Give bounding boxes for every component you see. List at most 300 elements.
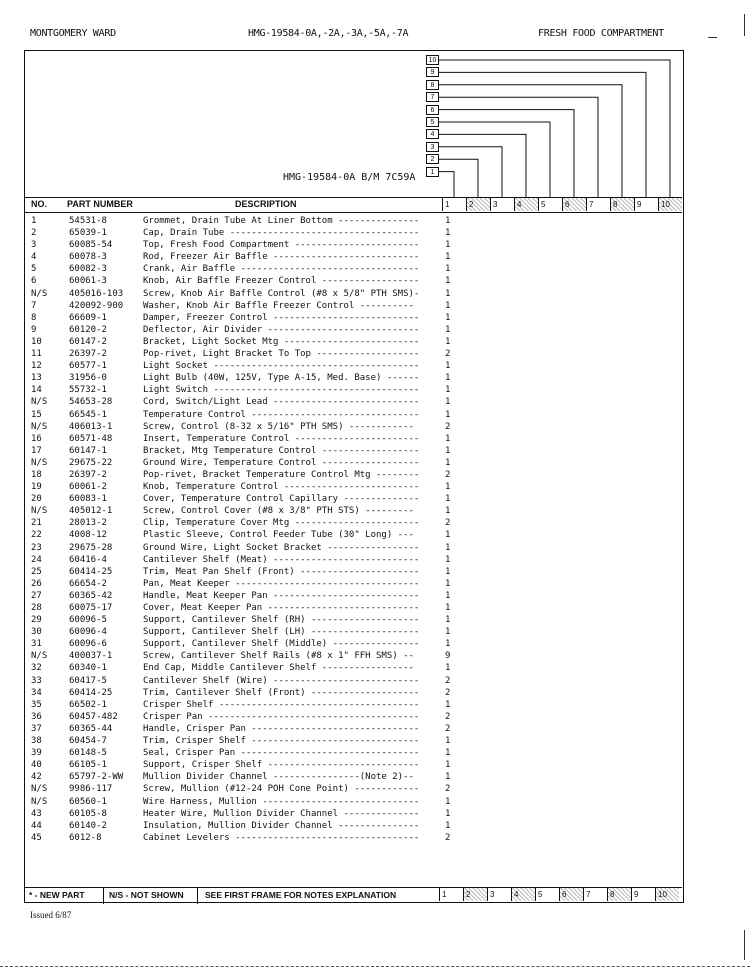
issued-date: Issued 6/87 bbox=[30, 910, 72, 920]
col-header-no: NO. bbox=[31, 199, 48, 209]
row-number: 23 bbox=[31, 542, 42, 553]
quantity: 1 bbox=[445, 312, 451, 323]
part-number: 60061-3 bbox=[69, 276, 107, 287]
row-number: 14 bbox=[31, 385, 42, 396]
description: Crisper Shelf ------------------------------------- bbox=[143, 699, 420, 710]
page-edge-mark bbox=[744, 14, 745, 36]
table-row bbox=[25, 517, 451, 529]
quantity: 1 bbox=[445, 445, 451, 456]
header-column-7: 7 bbox=[586, 198, 610, 211]
description: Knob, Temperature Control ------------------------- bbox=[143, 482, 420, 493]
part-number: 60105-8 bbox=[69, 808, 107, 819]
table-row bbox=[25, 336, 451, 348]
quantity: 2 bbox=[445, 675, 451, 686]
part-number: 60140-2 bbox=[69, 820, 107, 831]
part-number: 60417-5 bbox=[69, 675, 107, 686]
table-row bbox=[25, 227, 451, 239]
row-number: 1 bbox=[31, 216, 37, 226]
table-row bbox=[25, 396, 451, 408]
description: Screw, Mullion (#12-24 POH Cone Point) ------------ bbox=[143, 784, 420, 795]
table-row bbox=[25, 638, 451, 650]
header-column-4: 4 bbox=[514, 198, 538, 211]
quantity: 1 bbox=[445, 336, 451, 347]
part-number: 54653-28 bbox=[69, 397, 113, 408]
quantity: 1 bbox=[445, 578, 451, 589]
quantity: 1 bbox=[445, 409, 451, 420]
row-number: 44 bbox=[31, 820, 42, 831]
quantity: 1 bbox=[445, 385, 451, 396]
parts-frame bbox=[24, 50, 684, 903]
part-number: 60414-25 bbox=[69, 566, 113, 577]
header-column-6: 6 bbox=[562, 198, 586, 211]
table-row bbox=[25, 578, 451, 590]
description: Plastic Sleeve, Control Feeder Tube (30" Long) --- bbox=[143, 530, 414, 541]
part-number: 60147-1 bbox=[69, 445, 107, 456]
table-row bbox=[25, 263, 451, 275]
footer-column-5: 5 bbox=[535, 888, 559, 901]
row-number: 31 bbox=[31, 639, 42, 650]
description: Crisper Pan --------------------------------------- bbox=[143, 711, 420, 722]
quantity: 1 bbox=[445, 252, 451, 263]
row-number: 39 bbox=[31, 748, 42, 759]
row-number: 5 bbox=[31, 264, 37, 275]
table-row bbox=[25, 312, 451, 324]
table-row bbox=[25, 409, 451, 421]
quantity: 1 bbox=[445, 482, 451, 493]
diagram-label-box: 2 bbox=[426, 154, 439, 164]
table-row bbox=[25, 445, 451, 457]
part-number: 31956-0 bbox=[69, 373, 107, 384]
part-number: 55732-1 bbox=[69, 385, 107, 396]
table-row bbox=[25, 300, 451, 312]
description: Cabinet Levelers ---------------------------------- bbox=[143, 832, 420, 843]
part-number: 60148-5 bbox=[69, 748, 107, 759]
diagram-label-box: 6 bbox=[426, 105, 439, 115]
row-number: 24 bbox=[31, 554, 42, 565]
quantity: 1 bbox=[445, 808, 451, 819]
row-number: 33 bbox=[31, 675, 42, 686]
row-number: 10 bbox=[31, 336, 42, 347]
part-number: 405012-1 bbox=[69, 506, 113, 517]
quantity: 2 bbox=[445, 421, 451, 432]
part-number: 66502-1 bbox=[69, 699, 107, 710]
description: Grommet, Drain Tube At Liner Bottom --------------- bbox=[143, 216, 420, 226]
part-number: 60078-3 bbox=[69, 252, 107, 263]
column-key-diagram bbox=[25, 51, 682, 198]
quantity: 1 bbox=[445, 228, 451, 239]
quantity: 1 bbox=[445, 276, 451, 287]
diagram-label-box: 1 bbox=[426, 167, 439, 177]
part-number: 60414-25 bbox=[69, 687, 113, 698]
part-number: 60457-482 bbox=[69, 711, 118, 722]
table-row bbox=[25, 215, 451, 227]
row-number: 4 bbox=[31, 252, 37, 263]
table-row bbox=[25, 808, 451, 820]
part-number: 60571-48 bbox=[69, 433, 113, 444]
description: Bracket, Light Socket Mtg ------------------------- bbox=[143, 336, 420, 347]
description: Support, Crisper Shelf ---------------------------- bbox=[143, 760, 420, 771]
description: Clip, Temperature Cover Mtg ----------------------- bbox=[143, 518, 420, 529]
row-number: 40 bbox=[31, 760, 42, 771]
row-number: N/S bbox=[31, 421, 48, 432]
quantity: 1 bbox=[445, 542, 451, 553]
part-number: 400037-1 bbox=[69, 651, 113, 662]
part-number: 66609-1 bbox=[69, 312, 107, 323]
leader-line bbox=[439, 159, 478, 197]
description: Damper, Freezer Control --------------------------- bbox=[143, 312, 420, 323]
diagram-label-box: 4 bbox=[426, 129, 439, 139]
quantity: 1 bbox=[445, 590, 451, 601]
part-number: 60061-2 bbox=[69, 482, 107, 493]
row-number: 36 bbox=[31, 711, 42, 722]
quantity: 1 bbox=[445, 603, 451, 613]
description: Support, Cantilever Shelf (Middle) ---------------- bbox=[143, 639, 420, 650]
description: Washer, Knob Air Baffle Freezer Control ---------- bbox=[143, 300, 414, 311]
description: Cover, Temperature Control Capillary -------------- bbox=[143, 494, 420, 505]
description: Light Socket -------------------------------------- bbox=[143, 361, 420, 372]
description: Ground Wire, Temperature Control ------------------ bbox=[143, 457, 420, 468]
row-number: 15 bbox=[31, 409, 42, 420]
description: Ground Wire, Light Socket Bracket ----------------- bbox=[143, 542, 420, 553]
row-number: 30 bbox=[31, 627, 42, 638]
quantity: 1 bbox=[445, 433, 451, 444]
row-number: 13 bbox=[31, 373, 42, 384]
section-header: FRESH FOOD COMPARTMENT bbox=[538, 28, 664, 39]
table-row bbox=[25, 566, 451, 578]
quantity: 2 bbox=[445, 349, 451, 360]
header-column-10: 10 bbox=[658, 198, 682, 211]
quantity: 1 bbox=[445, 760, 451, 771]
col-header-part: PART NUMBER bbox=[67, 199, 133, 209]
quantity: 1 bbox=[445, 736, 451, 747]
part-number: 65039-1 bbox=[69, 228, 107, 239]
row-number: 38 bbox=[31, 736, 42, 747]
description: Screw, Cantilever Shelf Rails (#8 x 1" FFH SMS) -- bbox=[143, 651, 414, 662]
table-row bbox=[25, 614, 451, 626]
quantity: 1 bbox=[445, 699, 451, 710]
leader-line bbox=[439, 85, 622, 197]
edge-dash bbox=[708, 37, 717, 38]
legend-new-part: * - NEW PART bbox=[29, 890, 85, 900]
part-number: 66545-1 bbox=[69, 409, 107, 420]
description: Cantilever Shelf (Meat) --------------------------- bbox=[143, 554, 420, 565]
row-number: 3 bbox=[31, 240, 37, 251]
page-edge-mark bbox=[744, 930, 745, 960]
part-number: 60340-1 bbox=[69, 663, 107, 674]
diagram-label-box: 10 bbox=[426, 55, 439, 65]
quantity: 1 bbox=[445, 663, 451, 674]
part-number: 60365-44 bbox=[69, 723, 113, 734]
description: Seal, Crisper Pan --------------------------------- bbox=[143, 748, 420, 759]
footer-column-1: 1 bbox=[439, 888, 463, 901]
row-number: 21 bbox=[31, 518, 42, 529]
quantity: 2 bbox=[445, 469, 451, 480]
quantity: 2 bbox=[445, 784, 451, 795]
description: Support, Cantilever Shelf (LH) -------------------- bbox=[143, 627, 420, 638]
row-number: 19 bbox=[31, 482, 42, 493]
quantity: 1 bbox=[445, 494, 451, 505]
description: Top, Fresh Food Compartment ----------------------- bbox=[143, 240, 420, 251]
footer-divider bbox=[103, 888, 104, 904]
quantity: 1 bbox=[445, 530, 451, 541]
row-number: 2 bbox=[31, 228, 37, 239]
footer-column-4: 4 bbox=[511, 888, 535, 901]
description: Pop-rivet, Light Bracket To Top ------------------- bbox=[143, 349, 420, 360]
row-number: 25 bbox=[31, 566, 42, 577]
footer-column-3: 3 bbox=[487, 888, 511, 901]
footer-column-9: 9 bbox=[631, 888, 655, 901]
quantity: 1 bbox=[445, 324, 451, 335]
table-row bbox=[25, 457, 451, 469]
description: Bracket, Mtg Temperature Control ------------------ bbox=[143, 445, 420, 456]
table-row bbox=[25, 759, 451, 771]
legend-not-shown: N/S - NOT SHOWN bbox=[109, 890, 184, 900]
description: Deflector, Air Divider ---------------------------- bbox=[143, 324, 420, 335]
leader-line bbox=[439, 60, 670, 197]
quantity: 1 bbox=[445, 554, 451, 565]
description: Handle, Meat Keeper Pan --------------------------- bbox=[143, 590, 420, 601]
model-caption: HMG-19584-0A B/M 7C59A bbox=[283, 172, 416, 183]
quantity: 1 bbox=[445, 216, 451, 226]
part-number: 60075-17 bbox=[69, 603, 113, 613]
row-number: 9 bbox=[31, 324, 37, 335]
description: Crank, Air Baffle --------------------------------- bbox=[143, 264, 420, 275]
row-number: 17 bbox=[31, 445, 42, 456]
part-number: 60365-42 bbox=[69, 590, 113, 601]
description: Trim, Meat Pan Shelf (Front) ---------------------- bbox=[143, 566, 420, 577]
description: Light Switch -------------------------------------- bbox=[143, 385, 420, 396]
table-row bbox=[25, 348, 451, 360]
part-number: 29675-22 bbox=[69, 457, 113, 468]
description: Cord, Switch/Light Lead --------------------------- bbox=[143, 397, 420, 408]
row-number: 6 bbox=[31, 276, 37, 287]
part-number: 4008-12 bbox=[69, 530, 107, 541]
row-number: 7 bbox=[31, 300, 37, 311]
parts-list bbox=[25, 215, 451, 844]
row-number: 20 bbox=[31, 494, 42, 505]
table-row bbox=[25, 372, 451, 384]
table-row bbox=[25, 602, 451, 614]
part-number: 65797-2-WW bbox=[69, 772, 124, 783]
quantity: 1 bbox=[445, 820, 451, 831]
part-number: 26397-2 bbox=[69, 349, 107, 360]
part-number: 60096-5 bbox=[69, 615, 107, 626]
table-row bbox=[25, 481, 451, 493]
row-number: 27 bbox=[31, 590, 42, 601]
part-number: 29675-28 bbox=[69, 542, 113, 553]
row-number: 42 bbox=[31, 772, 42, 783]
description: Knob, Air Baffle Freezer Control ------------------ bbox=[143, 276, 420, 287]
quantity: 1 bbox=[445, 373, 451, 384]
part-number: 60083-1 bbox=[69, 494, 107, 505]
quantity: 2 bbox=[445, 723, 451, 734]
row-number: 34 bbox=[31, 687, 42, 698]
row-number: N/S bbox=[31, 457, 48, 468]
header-column-8: 8 bbox=[610, 198, 634, 211]
quantity: 1 bbox=[445, 748, 451, 759]
table-row bbox=[25, 275, 451, 287]
header-column-3: 3 bbox=[490, 198, 514, 211]
footer-column-7: 7 bbox=[583, 888, 607, 901]
footer-column-8: 8 bbox=[607, 888, 631, 901]
part-number: 60560-1 bbox=[69, 796, 107, 807]
part-number: 60147-2 bbox=[69, 336, 107, 347]
header-column-2: 2 bbox=[466, 198, 490, 211]
table-row bbox=[25, 796, 451, 808]
quantity: 1 bbox=[445, 397, 451, 408]
quantity: 1 bbox=[445, 457, 451, 468]
quantity: 2 bbox=[445, 687, 451, 698]
table-row bbox=[25, 324, 451, 336]
quantity: 1 bbox=[445, 566, 451, 577]
table-row bbox=[25, 662, 451, 674]
quantity: 2 bbox=[445, 832, 451, 843]
table-row bbox=[25, 542, 451, 554]
row-number: N/S bbox=[31, 506, 48, 517]
description: Screw, Control Cover (#8 x 3/8" PTH STS) --------- bbox=[143, 506, 414, 517]
table-row bbox=[25, 783, 451, 795]
table-row bbox=[25, 251, 451, 263]
diagram-label-box: 9 bbox=[426, 67, 439, 77]
header-column-5: 5 bbox=[538, 198, 562, 211]
leader-line bbox=[439, 134, 526, 197]
quantity: 1 bbox=[445, 796, 451, 807]
row-number: 35 bbox=[31, 699, 42, 710]
table-row bbox=[25, 469, 451, 481]
row-number: 12 bbox=[31, 361, 42, 372]
part-number: 60416-4 bbox=[69, 554, 107, 565]
table-row bbox=[25, 554, 451, 566]
row-number: 28 bbox=[31, 603, 42, 613]
header-column-1: 1 bbox=[442, 198, 466, 211]
row-number: 16 bbox=[31, 433, 42, 444]
description: Temperature Control ------------------------------- bbox=[143, 409, 420, 420]
row-number: N/S bbox=[31, 288, 48, 299]
diagram-label-box: 3 bbox=[426, 142, 439, 152]
table-footer bbox=[25, 887, 682, 904]
description: End Cap, Middle Cantilever Shelf ----------------- bbox=[143, 663, 414, 674]
part-number: 406013-1 bbox=[69, 421, 113, 432]
quantity: 1 bbox=[445, 627, 451, 638]
part-number: 66654-2 bbox=[69, 578, 107, 589]
table-row bbox=[25, 590, 451, 602]
quantity: 1 bbox=[445, 240, 451, 251]
footer-column-6: 6 bbox=[559, 888, 583, 901]
quantity: 1 bbox=[445, 288, 451, 299]
part-number: 26397-2 bbox=[69, 469, 107, 480]
description: Trim, Cantilever Shelf (Front) -------------------- bbox=[143, 687, 420, 698]
description: Screw, Control (8-32 x 5/16" PTH SMS) ------------ bbox=[143, 421, 414, 432]
part-number: 60454-7 bbox=[69, 736, 107, 747]
table-row bbox=[25, 433, 451, 445]
quantity: 1 bbox=[445, 506, 451, 517]
description: Insert, Temperature Control ----------------------- bbox=[143, 433, 420, 444]
part-number: 9986-117 bbox=[69, 784, 113, 795]
part-number: 405016-103 bbox=[69, 288, 124, 299]
row-number: 26 bbox=[31, 578, 42, 589]
leader-line bbox=[439, 110, 574, 197]
quantity: 1 bbox=[445, 264, 451, 275]
quantity: 9 bbox=[445, 651, 451, 662]
part-number: 28013-2 bbox=[69, 518, 107, 529]
description: Pop-rivet, Bracket Temperature Control Mtg -------- bbox=[143, 469, 420, 480]
table-row bbox=[25, 699, 451, 711]
part-number: 60096-6 bbox=[69, 639, 107, 650]
model-header: HMG-19584-0A,-2A,-3A,-5A,-7A bbox=[248, 28, 409, 39]
row-number: N/S bbox=[31, 784, 48, 795]
description: Handle, Crisper Pan ------------------------------- bbox=[143, 723, 420, 734]
description: Light Bulb (40W, 125V, Type A-15, Med. Base) ------ bbox=[143, 373, 420, 384]
footer-divider bbox=[197, 888, 198, 904]
footer-column-10: 10 bbox=[655, 888, 679, 901]
description: Screw, Knob Air Baffle Control (#8 x 5/8" PTH SMS)- bbox=[143, 288, 420, 299]
leader-line bbox=[439, 172, 454, 197]
row-number: N/S bbox=[31, 397, 48, 408]
table-row bbox=[25, 626, 451, 638]
part-number: 60085-54 bbox=[69, 240, 113, 251]
row-number: 18 bbox=[31, 469, 42, 480]
description: Insulation, Mullion Divider Channel --------------- bbox=[143, 820, 420, 831]
row-number: N/S bbox=[31, 651, 48, 662]
quantity: 1 bbox=[445, 615, 451, 626]
diagram-label-box: 5 bbox=[426, 117, 439, 127]
table-row bbox=[25, 711, 451, 723]
description: Mullion Divider Channel ----------------(Note 2)-- bbox=[143, 772, 414, 783]
page-bottom-edge bbox=[0, 966, 750, 967]
description: Heater Wire, Mullion Divider Channel -------------- bbox=[143, 808, 420, 819]
row-number: 32 bbox=[31, 663, 42, 674]
description: Support, Cantilever Shelf (RH) -------------------- bbox=[143, 615, 420, 626]
footer-column-key bbox=[439, 888, 682, 902]
footer-column-2: 2 bbox=[463, 888, 487, 901]
quantity: 2 bbox=[445, 518, 451, 529]
diagram-label-box: 8 bbox=[426, 80, 439, 90]
quantity: 1 bbox=[445, 772, 451, 783]
part-number: 66105-1 bbox=[69, 760, 107, 771]
table-row bbox=[25, 820, 451, 832]
table-header bbox=[25, 198, 682, 213]
part-number: 60120-2 bbox=[69, 324, 107, 335]
col-header-desc: DESCRIPTION bbox=[235, 199, 297, 209]
table-row bbox=[25, 360, 451, 372]
row-number: 22 bbox=[31, 530, 42, 541]
description: Cap, Drain Tube ----------------------------------- bbox=[143, 228, 420, 239]
table-row bbox=[25, 747, 451, 759]
row-number: 45 bbox=[31, 832, 42, 843]
quantity: 2 bbox=[445, 711, 451, 722]
table-row bbox=[25, 421, 451, 433]
part-number: 60577-1 bbox=[69, 361, 107, 372]
description: Cover, Meat Keeper Pan ---------------------------- bbox=[143, 603, 420, 613]
header-column-9: 9 bbox=[634, 198, 658, 211]
description: Trim, Crisper Shelf ------------------------------- bbox=[143, 736, 420, 747]
description: Wire Harness, Mullion ----------------------------- bbox=[143, 796, 420, 807]
table-row bbox=[25, 735, 451, 747]
header-column-key bbox=[442, 198, 682, 212]
part-number: 420092-900 bbox=[69, 300, 124, 311]
row-number: 11 bbox=[31, 349, 42, 360]
diagram-label-box: 7 bbox=[426, 92, 439, 102]
table-row bbox=[25, 529, 451, 541]
part-number: 6012-8 bbox=[69, 832, 102, 843]
row-number: 8 bbox=[31, 312, 37, 323]
table-row bbox=[25, 723, 451, 735]
table-row bbox=[25, 675, 451, 687]
row-number: 29 bbox=[31, 615, 42, 626]
table-row bbox=[25, 239, 451, 251]
quantity: 1 bbox=[445, 300, 451, 311]
quantity: 1 bbox=[445, 361, 451, 372]
